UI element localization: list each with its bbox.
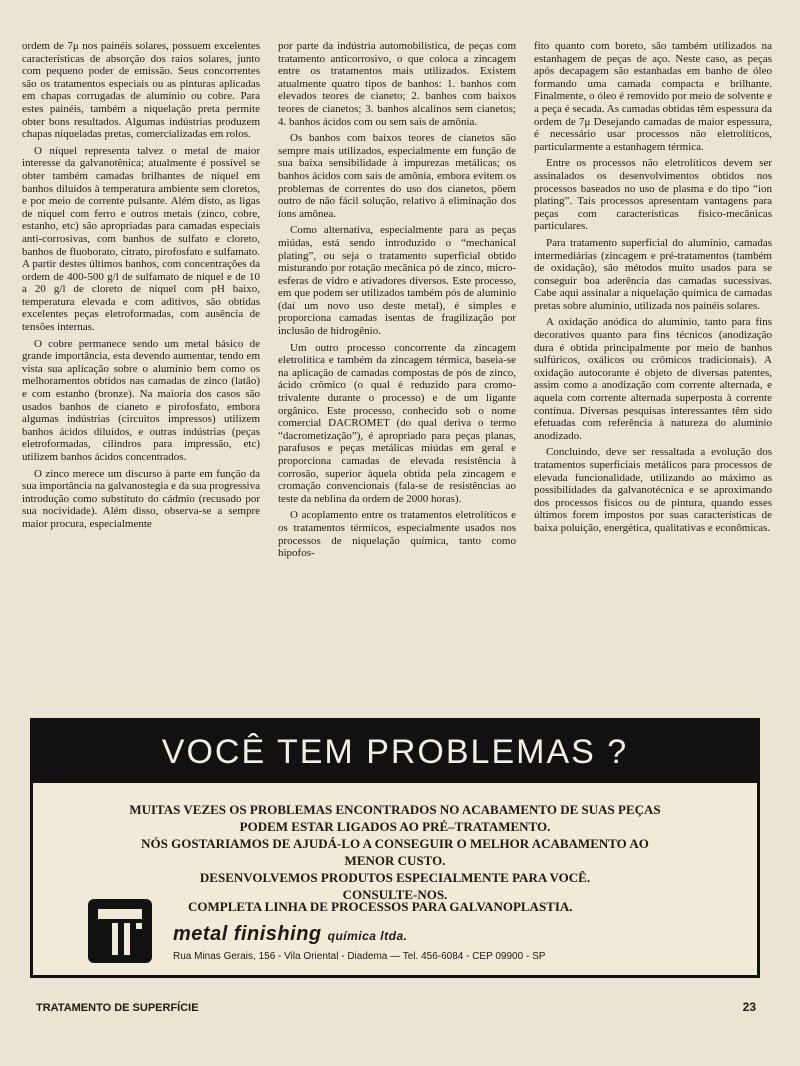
paragraph: Como alternativa, especialmente para as peças miúdas, está sendo introduzido o “mechanical plating”, ou seja o tratamento superficial obtido misturando por rotação mecânica pó de zinco, micro-esferas de vidro e ativadores diversos. Este processo, em que podem ser utilizados também pós de alumínio (daí um novo uso deste metal), é simples e proporciona camadas isentas de fragilização por inclusão de hidrogênio. — [278, 224, 516, 338]
company-logo-icon — [88, 899, 152, 963]
ad-line: MENOR CUSTO. — [344, 853, 446, 868]
page-number: 23 — [742, 1000, 756, 1014]
paragraph: Os banhos com baixos teores de cianetos são sempre mais utilizados, especialmente em função de sua baixa sensibilidade à impurezas metálicas; os banhos ácidos com sais de amônia, embora evitem os problemas de correntes do uso dos cianetos, põem outro de não fácil solução, relativo à eliminação dos íons amônea. — [278, 132, 516, 220]
paragraph: Concluindo, deve ser ressaltada a evolução dos tratamentos superficiais metálicos para processos de elevada funcionalidade, utilizando ao máximo as possibilidades da galvanotécnica e se aproximando dos processos físicos ou de pintura, quando esses últimos forem impostos por suas características de baixa poluição, energética, qualitativas e econômicas. — [534, 446, 772, 534]
ad-body — [73, 801, 717, 903]
paragraph: Entre os processos não eletrolíticos devem ser assinalados os desenvolvimentos obtidos nos processos baseados no uso de plasma e do tipo “ion plating”. Tais processos apresentam vantagens para peças com características físico-mecânicas particulares. — [534, 157, 772, 233]
footer-section-title: TRATAMENTO DE SUPERFÍCIE — [36, 1002, 199, 1014]
paragraph: O zinco merece um discurso à parte em função da sua importância na galvanostegia e da sua progressiva introdução como substituto do cádmio (recusado por sua nocividade). Além disso, observa-se a sempre maior procura, especialmente — [22, 467, 260, 530]
paragraph: Um outro processo concorrente da zincagem eletrolítica e também da zincagem térmica, baseia-se na aplicação de camadas compostas de pós de zinco, ácido crômico (o qual é reduzido para cromo-trivalente durante o processo) e de um ligante orgânico. Este processo, conhecido sob o nome comercial DACROMET (do qual deriva o termo “dacrometização”), é apropriado para peças planas, parafusos e peças metálicas miúdas em geral e proporciona camadas de elevada resistência à corrosão, superior àquela obtida pela zincagem e cromação convencionais (fala-se de resistências ao teste da neblina da ordem de 2000 horas). — [278, 341, 516, 505]
paragraph: por parte da indústria automobilística, de peças com tratamento anticorrosivo, o que coloca a zincagem entre os tratamentos mais utilizados. Existem atualmente quatro tipos de banhos: 1. banhos com elevados teores de cianeto; 2. banhos com baixos teores de cianetos; 3. banhos alcalinos sem cianetos; 4. banhos ácidos com ou sem sais de amônia. — [278, 40, 516, 128]
advertisement — [30, 718, 760, 978]
ad-headline: VOCÊ TEM PROBLEMAS ? — [33, 721, 757, 783]
ad-line: DESENVOLVEMOS PRODUTOS ESPECIALMENTE PARA VOCÊ. — [199, 870, 591, 885]
article-column-3 — [534, 40, 772, 700]
article-columns — [22, 40, 772, 700]
paragraph: Para tratamento superficial do alumínio, camadas intermediárias (zincagem e pré-tratamentos (também de oxidação), são métodos muito usados para se conseguir boa aderência das camadas sucessivas. Cabe aqui assinalar a niquelação química de camadas pretas sobre alumínio, utilizada nos painéis solares. — [534, 236, 772, 312]
paragraph: fito quanto com boreto, são também utilizados na estanhagem de peças de aço. Neste caso, as peças após decapagem são estanhadas em banho de óleo formando uma camada compacta e brilhante. Finalmente, o óleo é removido por meio de solvente e a peça é secada. As camadas obtidas têm espessura da ordem de 7μ Desejando camadas de maior espessura, é necessário usar processos não eletrolíticos, particularmente a estanhagem térmica. — [534, 40, 772, 153]
article-column-1 — [22, 40, 260, 700]
paragraph: O acoplamento entre os tratamentos eletrolíticos e os tratamentos térmicos, especialmente usados nos processos de niquelação química, tanto como hipofos- — [278, 509, 516, 560]
paragraph: O cobre permanece sendo um metal básico de grande importância, esta devendo aumentar, tendo em vista sua aplicação sobre o alumínio bem como os melhoramentos obtidos nas camadas de zinco (latão) e com estanho (bronze). Na maioria dos casos são usados banhos de cianeto e pirofosfato, embora algumas indústrias (circuitos impressos) utilizem banhos ácidos diluídos, e outras indústrias (peças eletroformadas, cilindros para impressão, etc) utilizem banhos ácidos concentrados. — [22, 337, 260, 463]
paragraph: ordem de 7μ nos painéis solares, possuem excelentes características de absorção dos raios solares, junto com pequeno poder de emissão. Seus concorrentes são os tratamentos especiais ou as pinturas aplicadas em chapas corrugadas de alumínio ou cobre. Para estes painéis, também a niquelação preta permite obter bons resultados. Algumas indústrias produzem chapas niqueladas pretas, comercializadas em rolos. — [22, 40, 260, 141]
paragraph: A oxidação anódica do alumínio, tanto para fins decorativos quanto para fins técnicos (anodização dura é obtida principalmente por meio de banhos sulfúricos, oxálicos ou crômicos tradicionais). A oxidação autocorante é objeto de diversas patentes, assim como a anodização com corrente alternada, e aquela com corrente alternada superposta à corrente contínua. Diversas pesquisas interessantes têm sido efetuadas com referência à natureza do alumínio anodizado. — [534, 316, 772, 442]
company-address: Rua Minas Gerais, 156 - Vila Oriental - Diadema — Tel. 456-6084 - CEP 09900 - SP — [173, 951, 546, 962]
ad-line: PODEM ESTAR LIGADOS AO PRÉ–TRATAMENTO. — [239, 819, 551, 834]
company-brand — [173, 923, 407, 946]
ad-company-block — [88, 899, 708, 969]
paragraph: O níquel representa talvez o metal de maior interesse da galvanotênica; atualmente é possível se obter também camadas brilhantes de níquel em banhos diluídos à temperatura ambiente sem cloretos, e por meio de corrente pulsante. Além disto, as ligas de níquel com ferro e outros metais (zinco, cobre, estanho, etc) são apropriadas para camadas especiais anti-corrosivas, com banhos de sulfato e cloreto, banhos de fluoborato, citrato, pirofosfato e sulfamato. A partir destes últimos banhos, com concentrações da ordem de 400-500 g/l de sulfamato de níquel e de 10 a 20 g/l de cloreto de níquel com pH baixo, temperatura elevada e com aditivos, são obtidas excelentes peças eletroformadas, com ausência de tensões internas. — [22, 144, 260, 334]
ad-line: MUITAS VEZES OS PROBLEMAS ENCONTRADOS NO ACABAMENTO DE SUAS PEÇAS — [129, 802, 661, 817]
ad-line: NÓS GOSTARIAMOS DE AJUDÁ-LO A CONSEGUIR O MELHOR ACABAMENTO AO — [141, 836, 649, 851]
brand-name: metal finishing — [173, 923, 322, 945]
article-column-2 — [278, 40, 516, 700]
brand-suffix: química ltda. — [327, 929, 408, 943]
ad-product-line: COMPLETA LINHA DE PROCESSOS PARA GALVANOPLASTIA. — [188, 899, 573, 914]
ad-line: CONSULTE-NOS. — [342, 887, 448, 902]
